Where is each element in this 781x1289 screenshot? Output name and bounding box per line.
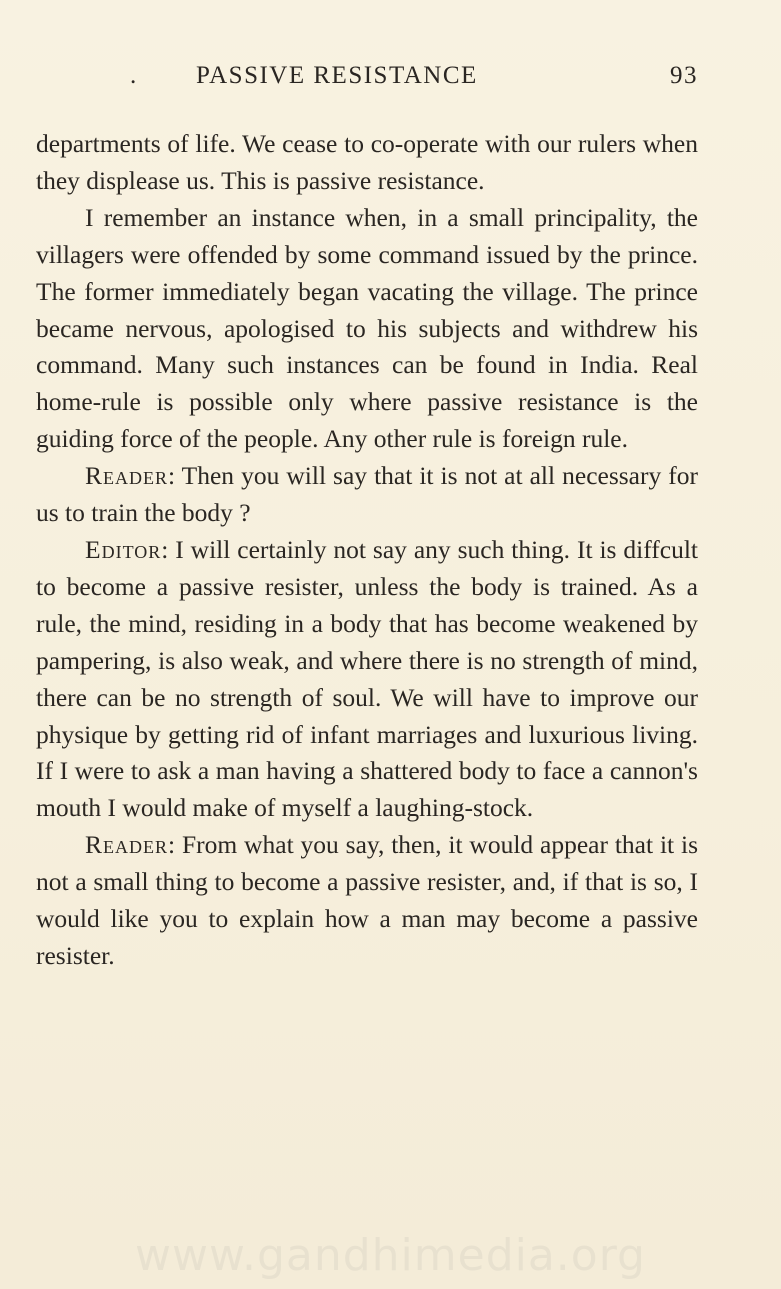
chapter-title: PASSIVE RESISTANCE [196,62,478,89]
header-dot: . [130,62,138,89]
speaker-label: Reader [85,830,169,860]
paragraph-text: I remember an instance when, in a small principality, the villagers were offended by some command issued by the prince. The former immediately began vacating the village. The prince became nervous, apologised to his subjects and withdrew his command. Many such instances can be found in India. Real home-rule is possible only where passive resistance is the guiding force of the people. Any other rule is foreign rule. [36,202,698,454]
paragraph-text: departments of life. We cease to co-operate with our rulers when they displease us. This is passive resistance. [36,129,698,195]
paragraph-text: : From what you say, then, it would appear that it is not a small thing to become a passive resister, and, if that is so, I would like you to explain how a man may become a passive resister. [36,830,698,970]
paragraph [36,827,698,975]
running-head [36,62,698,98]
paragraph [36,458,698,532]
paragraph [36,200,698,458]
speaker-label: Editor [85,534,162,564]
paragraph-text: : I will certainly not say any such thing. It is diffcult to become a passive resister, unless the body is trained. As a rule, the mind, residing in a body that has become weakened by pampering, is also weak, and where there is no strength of mind, there can be no strength of soul. We will have to improve our physique by getting rid of infant marriages and luxurious living. If I were to ask a man having a shattered body to face a cannon's mouth I would make of myself a laughing-stock. [36,534,698,823]
paragraph-text: : Then you will say that it is not at all necessary for us to train the body ? [36,461,698,528]
paragraph [36,126,698,200]
speaker-label: Reader [85,461,169,491]
page-number: 93 [670,62,698,89]
watermark: www.gandhimedia.org [135,1230,646,1281]
paragraph [36,532,698,827]
body-text [36,126,698,975]
